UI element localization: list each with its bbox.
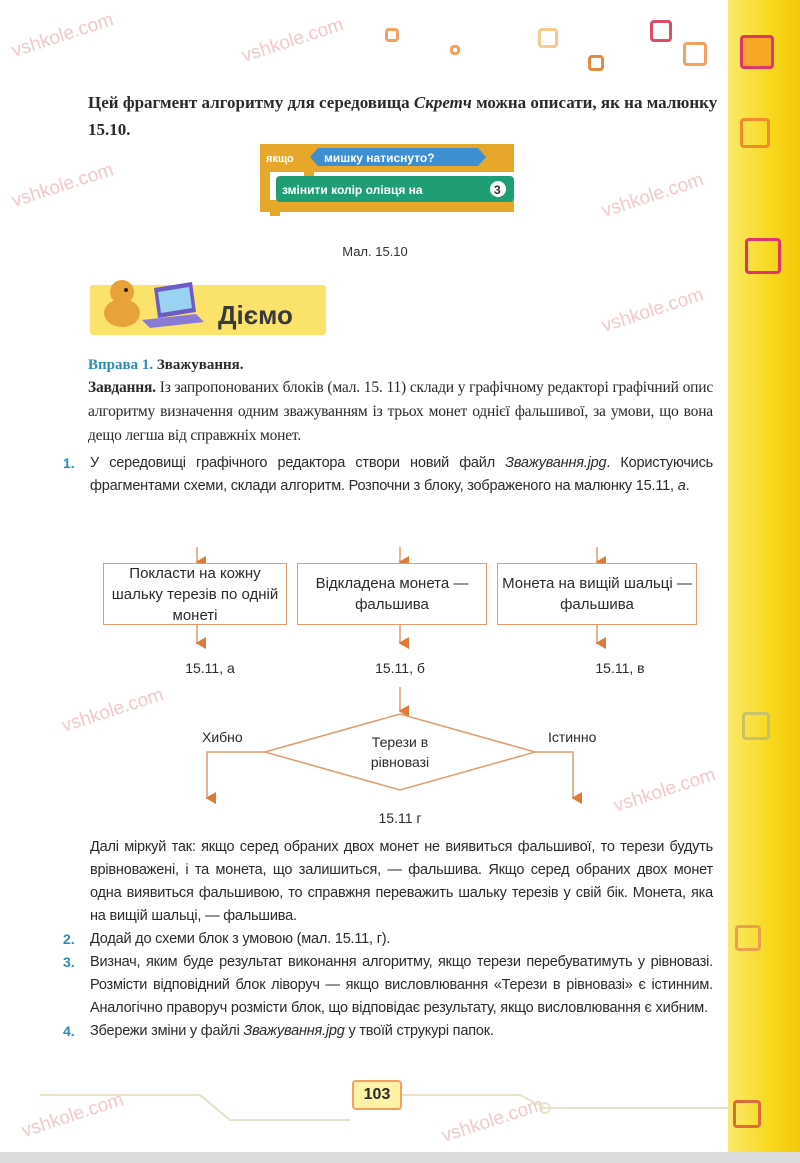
decor-square [740,35,774,69]
step-number: 2. [63,931,75,947]
step-1-row [63,452,713,498]
intro-paragraph: Цей фрагмент алгоритму для середовища Скретч можна описати, як на малюнку 15.10. [88,93,718,139]
decor-square [733,1100,761,1128]
watermark: vshkole.com [439,1094,547,1147]
dog-laptop-illustration [92,268,212,338]
decor-square [450,45,460,55]
step-2-row [63,928,713,951]
scratch-if-label: якщо [266,153,294,165]
watermark: vshkole.com [611,764,719,817]
scratch-condition: мишку натиснуто? [324,151,435,165]
step-4: Збережи зміни у файлі Зважування.jpg у твоїй струкурі папок. [90,1023,494,1039]
decision-text: Терези в рівновазі [370,734,430,770]
decor-square [735,925,761,951]
false-label: Хибно [202,729,243,745]
step-3: Визнач, яким буде результат виконання алгоритму, якщо терези перебуватимуть у рівновазі. Розмісти відповідний блок ліворуч — якщо висловлювання «Терези в рівновазі» є істинним. Аналогічно праворуч розмісти блок, що відповідає результату, якщо висловлювання є хибним. [90,954,713,1016]
scratch-value: 3 [494,183,501,197]
watermark: vshkole.com [19,1089,127,1142]
step-number: 3. [63,954,75,970]
step-3-row [63,951,713,1020]
decorative-side-band [728,0,800,1163]
watermark: vshkole.com [239,14,347,67]
watermark: vshkole.com [599,169,707,222]
decor-square [745,238,781,274]
explanation-row [63,836,713,928]
step-number: 4. [63,1023,75,1039]
exercise-section [63,354,713,498]
figure-label-g: 15.11 г [378,810,422,826]
decor-square [650,20,672,42]
step-2: Додай до схеми блок з умовою (мал. 15.11, г). [90,931,391,947]
figure-label-c: 15.11, в [595,660,645,676]
explanation-paragraph: Далі міркуй так: якщо серед обраних двох монет не виявиться фальшивої, то терези будуть врівноважені, і та монета, що залишиться, — фальшива. Якщо серед обраних двох монет одна виявиться фальшивою, то справжня переважить шальку терезів у свій бік. Монета, яка на вищій шальці, — фальшива. [90,839,713,924]
watermark: vshkole.com [599,284,707,337]
figure-label-b: 15.11, б [375,660,425,676]
decor-square [740,118,770,148]
step-1: У середовищі графічного редактора створи новий файл Зважування.jpg. Користуючись фрагментами схеми, склади алгоритм. Розпочни з блоку, зображеного на малюнку 15.11, а. [90,455,713,494]
steps-section [63,836,713,1043]
bottom-strip [0,1152,800,1163]
scratch-if-block [258,140,516,218]
page-number: 103 [352,1080,402,1110]
watermark: vshkole.com [9,159,117,212]
figure-label-a: 15.11, а [185,660,235,676]
exercise-heading: Вправа 1. Зважування. [88,357,244,373]
flow-block-b: Відкладена монета — фальшива [297,563,487,625]
decor-square [385,28,399,42]
watermark: vshkole.com [9,9,117,62]
figure-caption: Мал. 15.10 [342,244,408,259]
decor-square [742,712,770,740]
step-4-row [63,1020,713,1043]
task-paragraph: Завдання. Із запропонованих блоків (мал. 15. 11) склади у графічному редакторі графічний опис алгоритму визначення одним зважуванням із трьох монет однієї фальшивої, за умови, що вона дещо легша від справжніх монет. [88,379,713,444]
scratch-action: змінити колір олівця на [282,183,423,197]
decor-square [588,55,604,71]
step-number: 1. [63,455,75,471]
decor-square [683,42,707,66]
decor-square [538,28,558,48]
watermark: vshkole.com [59,684,167,737]
flow-block-a: Покласти на кожну шальку терезів по одній монеті [103,563,287,625]
section-title: Діємо [218,300,293,330]
flow-block-c: Монета на вищій шальці — фальшива [497,563,697,625]
true-label: Істинно [548,729,597,745]
